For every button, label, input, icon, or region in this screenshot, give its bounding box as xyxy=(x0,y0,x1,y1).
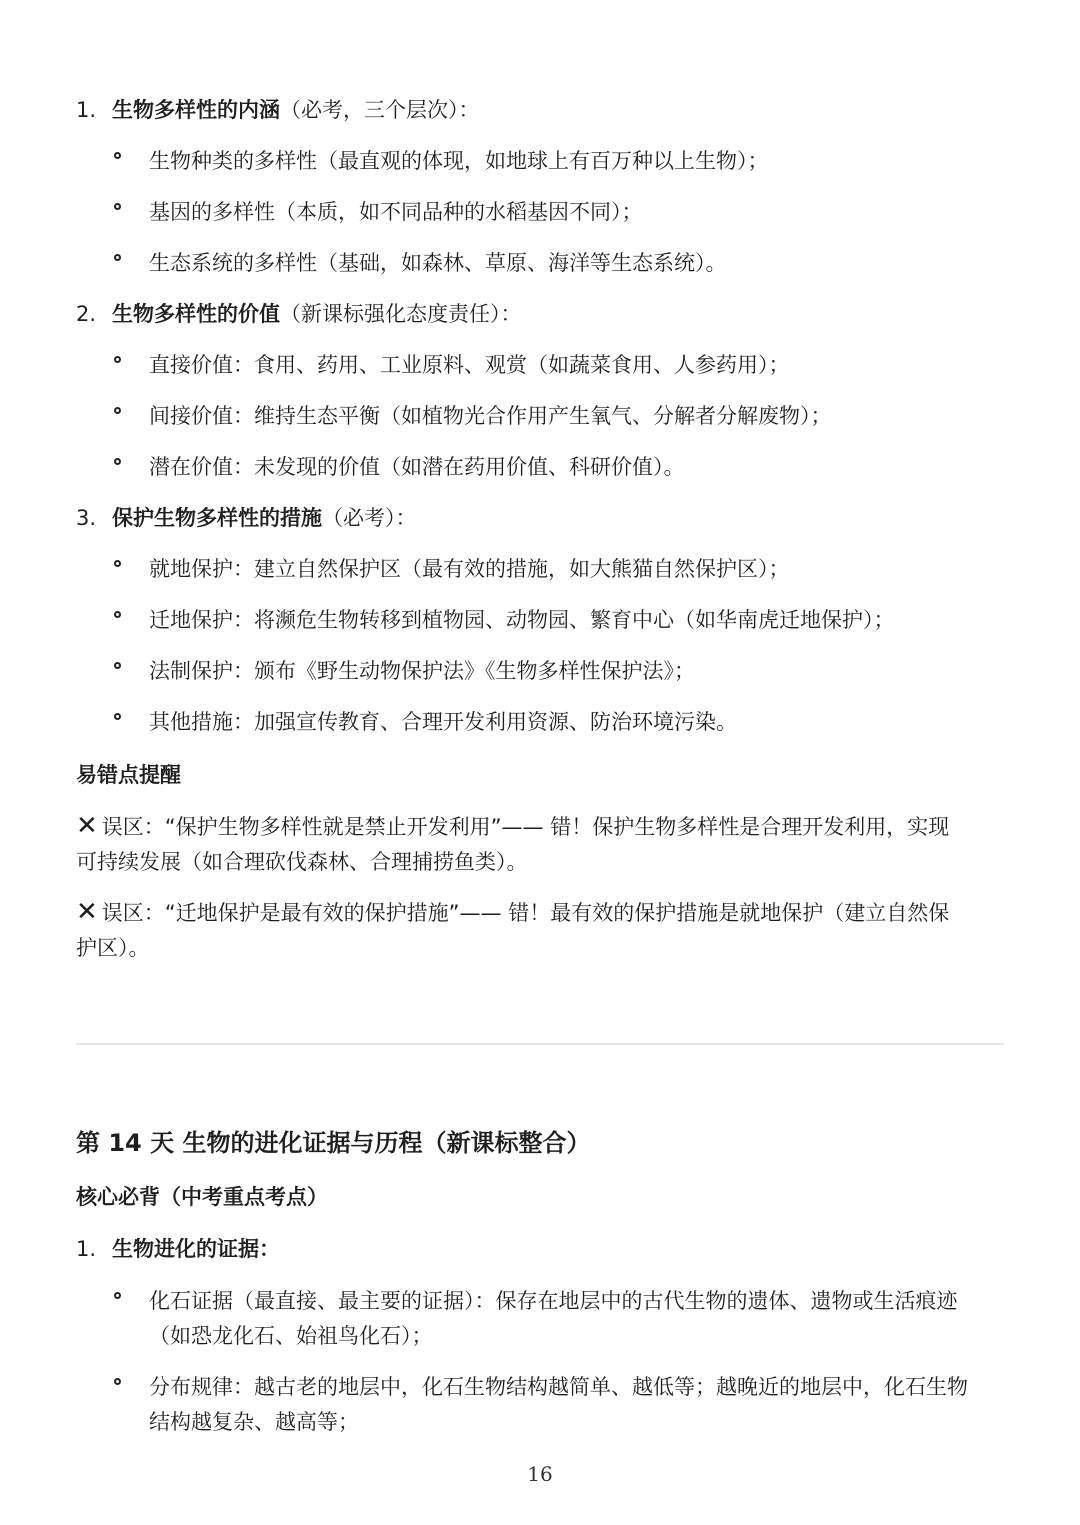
list-item: 法制保护：颁布《野生动物保护法》《生物多样性保护法》； xyxy=(149,659,695,683)
list-item: 就地保护：建立自然保护区（最有效的措施，如大熊猫自然保护区）； xyxy=(149,557,790,581)
mistake-1-line-1 xyxy=(76,813,949,840)
day14-section-title: 生物进化的证据： xyxy=(112,1237,280,1261)
day14-section-number: 1. xyxy=(76,1237,97,1261)
bullet-icon xyxy=(114,1378,121,1385)
section-1-note: （必考，三个层次）： xyxy=(280,98,480,122)
mistake-2-line-2: 护区）。 xyxy=(76,936,150,960)
bullet-icon xyxy=(114,152,121,159)
section-2-note: （新课标强化态度责任）： xyxy=(280,302,522,326)
day14-subheading: 核心必背（中考重点考点） xyxy=(76,1185,328,1209)
list-item: 直接价值：食用、药用、工业原料、观赏（如蔬菜食用、人参药用）； xyxy=(149,353,790,377)
mistake-1-text: 误区：“保护生物多样性就是禁止开发利用”—— 错！保护生物多样性是合理开发利用，实现 xyxy=(101,815,950,839)
list-item: 其他措施：加强宣传教育、合理开发利用资源、防治环境污染。 xyxy=(149,710,737,734)
section-3-heading xyxy=(112,505,417,531)
section-2-number: 2. xyxy=(76,302,97,326)
bullet-icon xyxy=(114,560,121,567)
section-1-heading xyxy=(112,97,480,123)
list-item-line-1: 化石证据（最直接、最主要的证据）：保存在地层中的古代生物的遗体、遗物或生活痕迹 xyxy=(149,1289,958,1313)
day14-heading: 第 14 天 生物的进化证据与历程（新课标整合） xyxy=(76,1129,591,1157)
bullet-icon xyxy=(114,1292,121,1299)
list-item: 生态系统的多样性（基础，如森林、草原、海洋等生态系统）。 xyxy=(149,251,727,275)
bullet-icon xyxy=(114,662,121,669)
cross-icon: ✕ xyxy=(76,897,98,927)
page-number: 16 xyxy=(527,1462,553,1486)
list-item: 潜在价值：未发现的价值（如潜在药用价值、科研价值）。 xyxy=(149,455,685,479)
list-item: 间接价值：维持生态平衡（如植物光合作用产生氧气、分解者分解废物）； xyxy=(149,404,832,428)
mistake-2-line-1 xyxy=(76,899,949,926)
section-3-number: 3. xyxy=(76,506,97,530)
section-3-title: 保护生物多样性的措施 xyxy=(112,506,322,530)
list-item-line-2: 结构越复杂、越高等； xyxy=(149,1410,359,1434)
bullet-icon xyxy=(114,254,121,261)
section-1-title: 生物多样性的内涵 xyxy=(112,98,280,122)
bullet-icon xyxy=(114,407,121,414)
mistakes-title: 易错点提醒 xyxy=(76,763,181,787)
list-item: 迁地保护：将濒危生物转移到植物园、动物园、繁育中心（如华南虎迁地保护）； xyxy=(149,608,895,632)
cross-icon: ✕ xyxy=(76,811,98,841)
mistake-2-text: 误区：“迁地保护是最有效的保护措施”—— 错！最有效的保护措施是就地保护（建立自然保 xyxy=(101,901,950,925)
section-1-number: 1. xyxy=(76,98,97,122)
bullet-icon xyxy=(114,203,121,210)
bullet-icon xyxy=(114,356,121,363)
section-2-title: 生物多样性的价值 xyxy=(112,302,280,326)
list-item-line-2: （如恐龙化石、始祖鸟化石）； xyxy=(149,1324,433,1348)
bullet-icon xyxy=(114,458,121,465)
section-2-heading xyxy=(112,301,522,327)
list-item-line-1: 分布规律：越古老的地层中，化石生物结构越简单、越低等；越晚近的地层中，化石生物 xyxy=(149,1375,968,1399)
bullet-icon xyxy=(114,611,121,618)
mistake-1-line-2: 可持续发展（如合理砍伐森林、合理捕捞鱼类）。 xyxy=(76,850,528,874)
list-item: 生物种类的多样性（最直观的体现，如地球上有百万种以上生物）； xyxy=(149,149,769,173)
section-3-note: （必考）： xyxy=(322,506,417,530)
list-item: 基因的多样性（本质，如不同品种的水稻基因不同）； xyxy=(149,200,643,224)
bullet-icon xyxy=(114,713,121,720)
section-divider xyxy=(76,1043,1004,1045)
